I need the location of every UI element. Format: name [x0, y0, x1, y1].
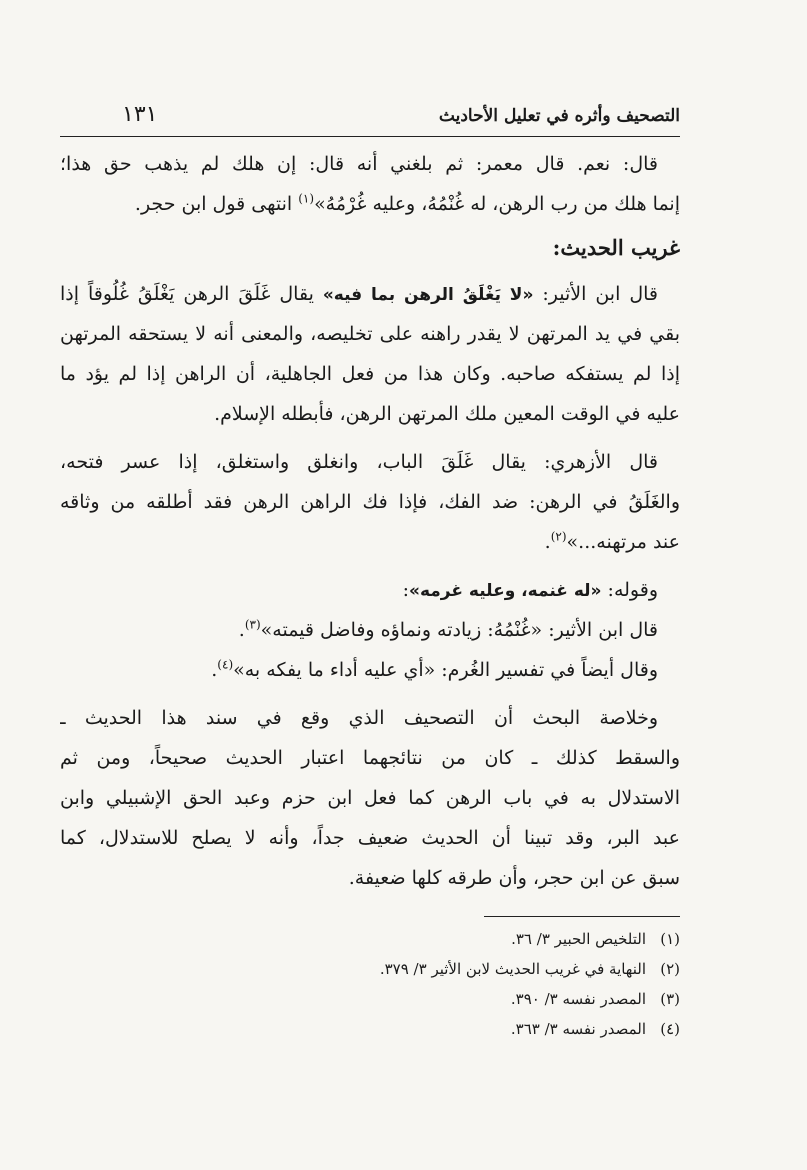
- footnote-number: (٣): [660, 990, 680, 1008]
- para3-line2: والغَلَقُ في الرهن: ضد الفك، فإذا فك الراهن الرهن فقد أطلقه من وثاقه: [60, 491, 680, 513]
- footnote-ref-1: (١): [298, 191, 315, 206]
- footnote-2: [60, 954, 680, 984]
- footnote-text: التلخيص الحبير ٣/ ٣٦.: [511, 930, 646, 948]
- para3-line3: [60, 522, 680, 562]
- footnote-number: (١): [660, 930, 680, 948]
- para7-line5: سبق عن ابن حجر، وأن طرقه كلها ضعيفة.: [348, 867, 680, 889]
- footnote-1: [60, 924, 680, 954]
- running-title: التصحيف وأثره في تعليل الأحاديث: [438, 106, 680, 126]
- para4-lead: وقوله:: [601, 579, 658, 601]
- para5-text: قال ابن الأثير: «غُنْمُهُ: زيادته ونماؤه وفاضل قيمته»: [260, 619, 658, 641]
- para2-line4: عليه في الوقت المعين ملك المرتهن الرهن، فأبطله الإسلام.: [214, 403, 680, 425]
- para2-line1-tail: يقال غَلَقَ الرهن يَغْلَقُ غُلُوقاً إذا: [60, 283, 323, 305]
- para2-line1-lead: قال ابن الأثير:: [533, 283, 658, 305]
- para2-line1: [60, 274, 680, 314]
- para4-line: [60, 570, 680, 610]
- footnote-number: (٤): [660, 1020, 680, 1038]
- para1-line2: [60, 184, 680, 224]
- footnote-number: (٢): [660, 960, 680, 978]
- footnote-ref-2: (٢): [550, 529, 567, 544]
- para2-line3: إذا لم يستفكه صاحبه. وكان هذا من فعل الجاهلية، أن الراهن إذا لم يؤد ما: [60, 363, 680, 385]
- para3-line3-text: عند مرتهنه...»: [566, 531, 680, 553]
- para7-line2: والسقط كذلك ـ كان من نتائجهما اعتبار الحديث صحيحاً، ومن ثم: [60, 747, 680, 769]
- para7-line3: الاستدلال به في باب الرهن كما فعل ابن حزم وعبد الحق الإشبيلي وابن: [60, 787, 680, 809]
- footnote-ref-3: (٣): [244, 617, 261, 632]
- para1-line1: قال: نعم. قال معمر: ثم بلغني أنه قال: إن هلك لم يذهب حق هذا؛: [60, 153, 658, 175]
- footnotes: [60, 924, 680, 1044]
- footnote-text: المصدر نفسه ٣/ ٣٩٠.: [510, 990, 646, 1008]
- footnote-4: [60, 1014, 680, 1044]
- page-body: [60, 144, 680, 898]
- hadith-phrase-2: «له غنمه، وعليه غرمه»: [408, 581, 602, 601]
- section-heading: غريب الحديث:: [552, 235, 680, 260]
- para6-line: [60, 650, 680, 690]
- para6-tail: .: [211, 659, 218, 681]
- para5-line: [60, 610, 680, 650]
- footnote-text: النهاية في غريب الحديث لابن الأثير ٣/ ٣٧٩.: [379, 960, 646, 978]
- para7-line4: عبد البر، وقد تبينا أن الحديث ضعيف جداً، وأنه لا يصلح للاستدلال، كما: [60, 827, 680, 849]
- para5-tail: .: [238, 619, 245, 641]
- footnote-ref-4: (٤): [217, 657, 234, 672]
- para2-line2: بقي في يد المرتهن لا يقدر راهنه على تخليصه، والمعنى أنه لا يستحقه المرتهن: [60, 323, 680, 345]
- book-page: [60, 0, 680, 1170]
- para4-tail: :: [402, 579, 409, 601]
- page-header: [60, 100, 680, 137]
- para7-line1: وخلاصة البحث أن التصحيف الذي وقع في سند هذا الحديث ـ: [60, 707, 658, 729]
- footnote-separator: [484, 916, 680, 917]
- para3-line3-tail: .: [544, 531, 551, 553]
- para3-line1: قال الأزهري: يقال غَلَقَ الباب، وانغلق واستغلق، إذا عسر فتحه،: [60, 451, 658, 473]
- para1-line2-tail: انتهى قول ابن حجر.: [134, 193, 299, 215]
- hadith-phrase-1: «لا يَغْلَقُ الرهن بما فيه»: [322, 285, 534, 305]
- footnote-3: [60, 984, 680, 1014]
- page-number: ١٣١: [122, 102, 158, 127]
- para1-line2-text: إنما هلك من رب الرهن، له غُنْمُهُ، وعليه غُرْمُهُ»: [314, 193, 680, 215]
- para6-text: وقال أيضاً في تفسير الغُرم: «أي عليه أداء ما يفكه به»: [233, 659, 658, 681]
- footnote-text: المصدر نفسه ٣/ ٣٦٣.: [510, 1020, 646, 1038]
